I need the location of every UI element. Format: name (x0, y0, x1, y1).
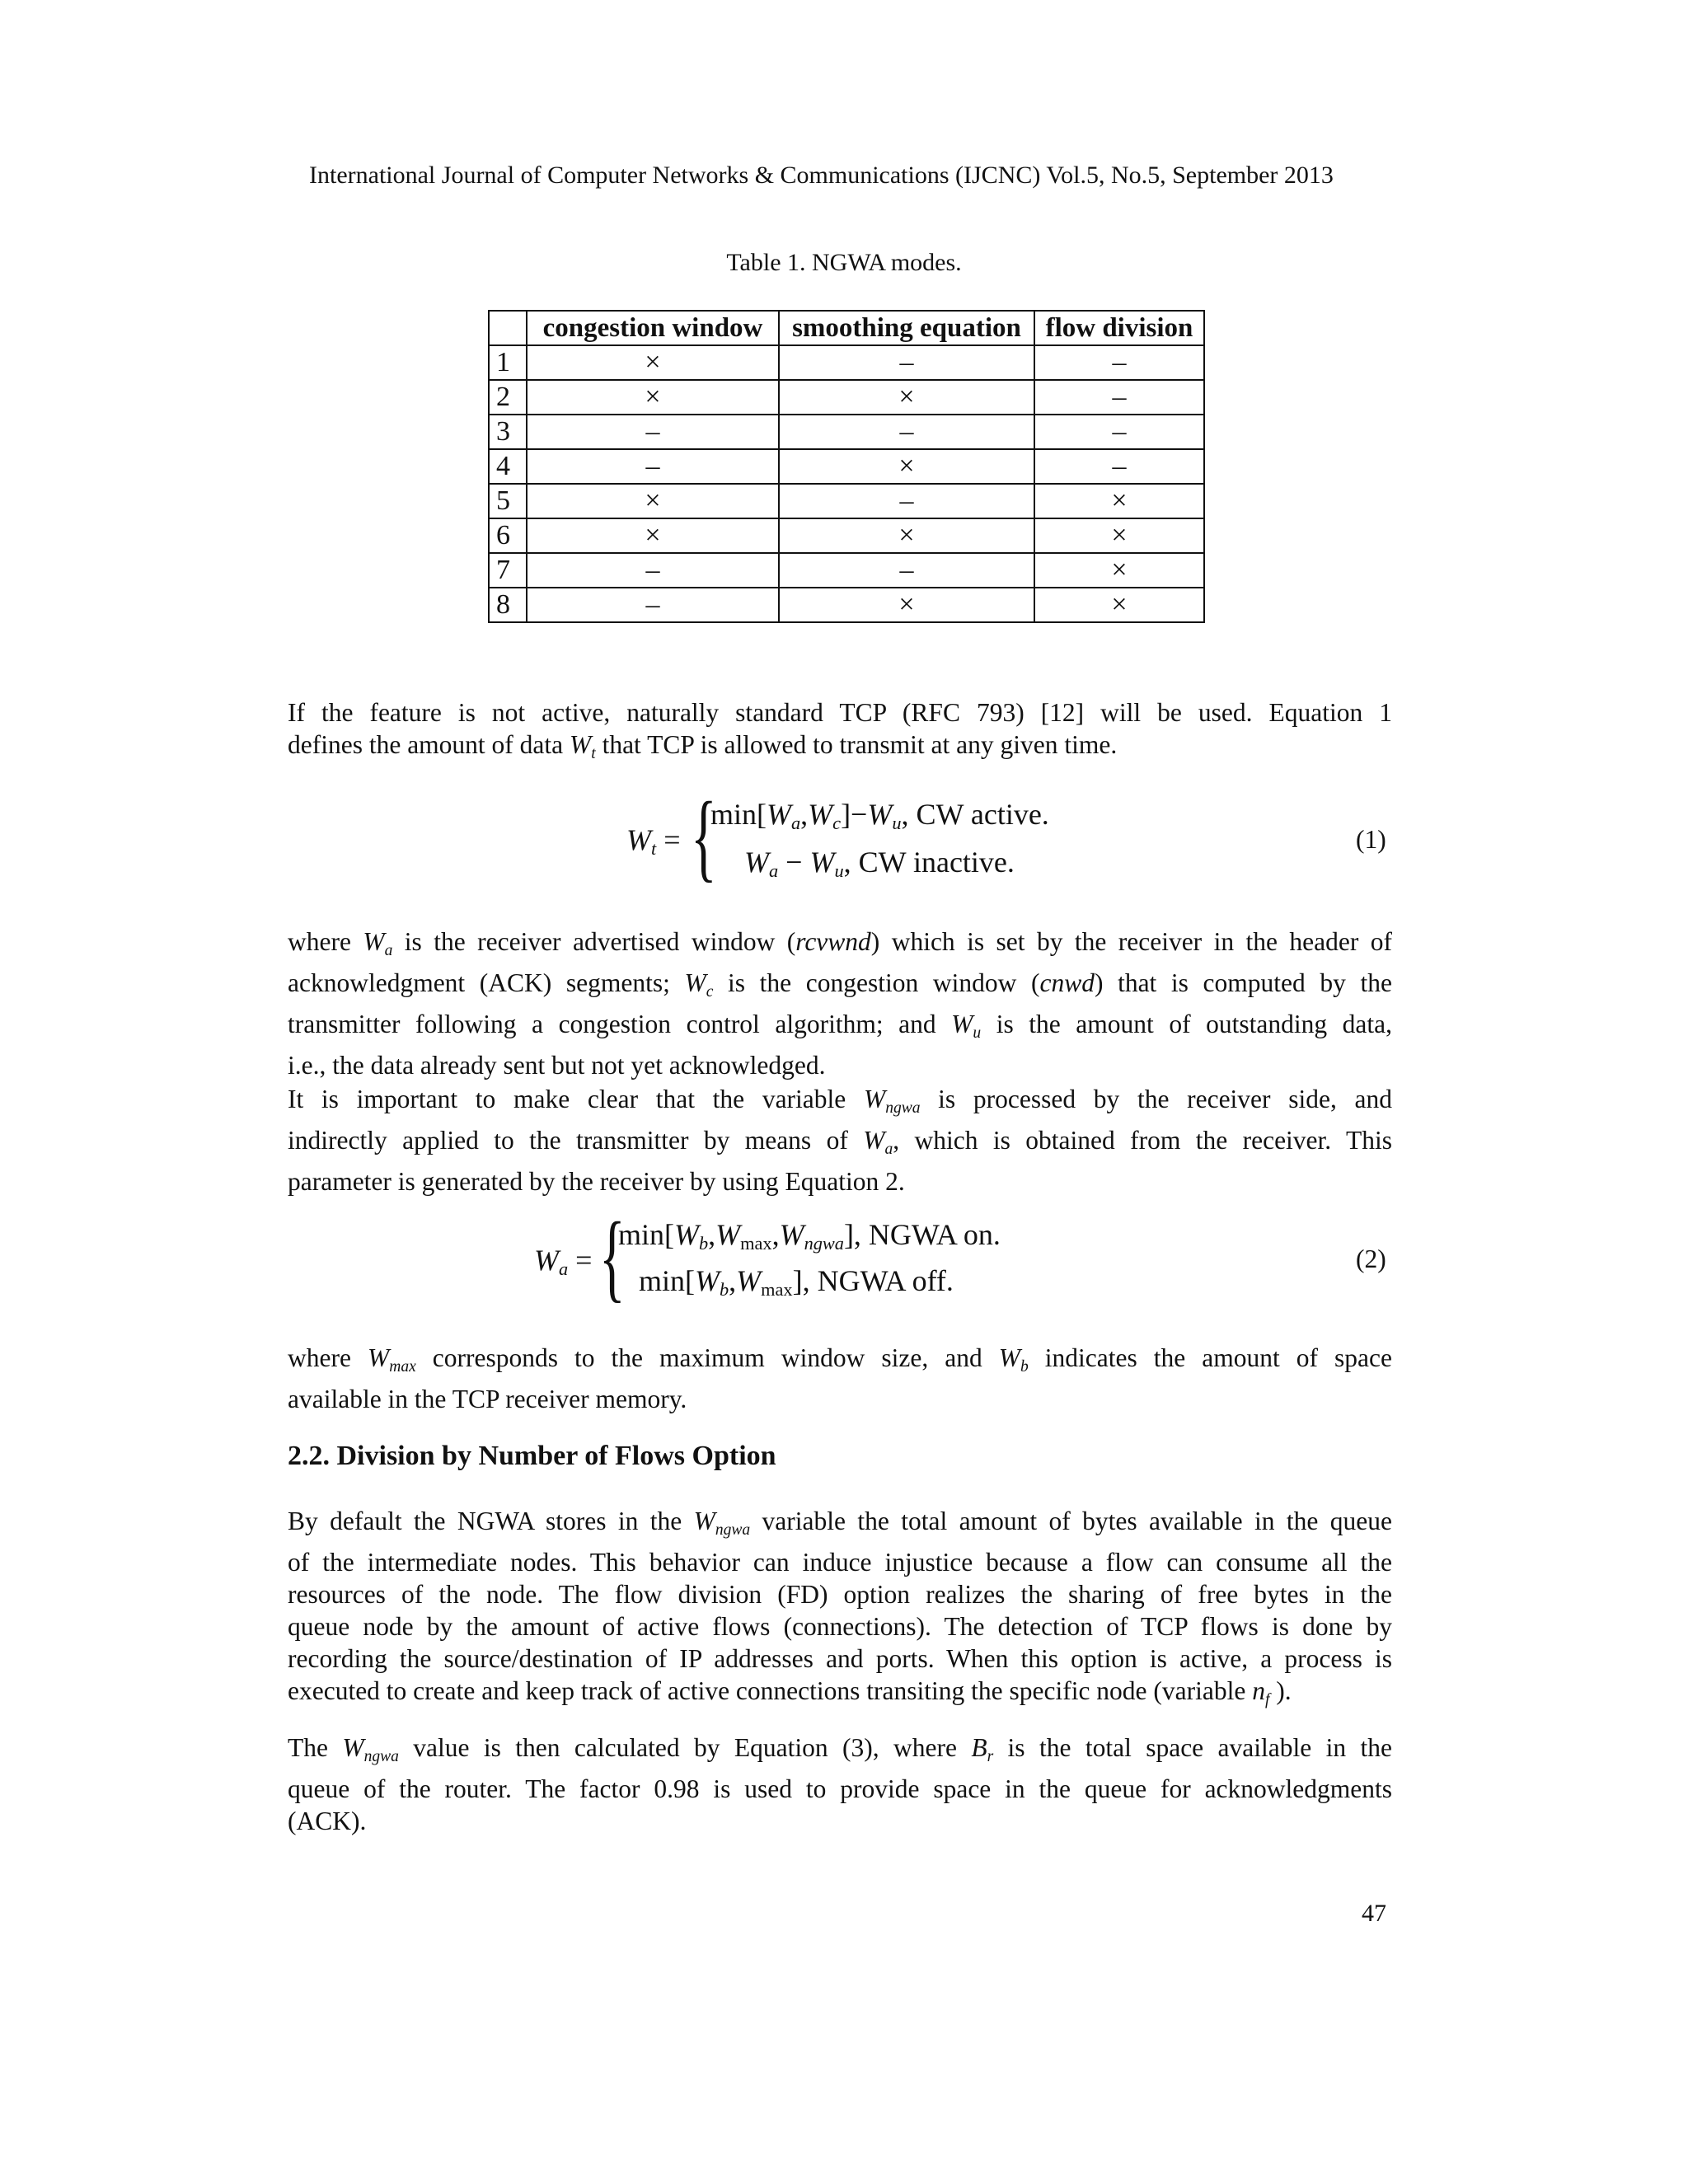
paragraph-6 (288, 1732, 1392, 1837)
var-w: W (695, 1264, 720, 1297)
var-w: W (684, 968, 706, 997)
text-fragment: is the amount of outstanding data, (981, 1010, 1392, 1038)
text-fragment: The (288, 1733, 343, 1762)
var-w: W (863, 1085, 886, 1113)
var-w: W (367, 1343, 390, 1372)
sub-r: r (987, 1748, 994, 1765)
text-fragment: , which is obtained from the receiver. This (893, 1126, 1392, 1155)
table-row (489, 484, 1204, 518)
min-operator: min[ (710, 798, 767, 831)
comma: , (800, 798, 809, 831)
term-cnwd: cnwd (1039, 968, 1095, 997)
column-header-smoothing-equation: smoothing equation (779, 311, 1034, 345)
var-w: W (867, 798, 893, 831)
cell-flow-division: × (1034, 484, 1204, 518)
table-row (489, 553, 1204, 588)
column-header-congestion-window: congestion window (527, 311, 779, 345)
var-w: W (998, 1343, 1020, 1372)
cell-smoothing-equation: × (779, 588, 1034, 622)
text-fragment: ) that is computed by the (1094, 968, 1392, 997)
text-fragment: that TCP is allowed to transmit at any given time. (595, 730, 1118, 759)
sub-f: f (1264, 1691, 1270, 1708)
comma: , (708, 1218, 716, 1251)
cell-congestion-window: – (527, 415, 779, 449)
equation-1-lhs (626, 823, 681, 860)
text-fragment: acknowledgment (ACK) segments; (288, 968, 685, 997)
condition-text: , CW inactive. (843, 846, 1015, 879)
row-id: 6 (489, 518, 527, 553)
text-line: recording the source/destination of IP addresses and ports. When this option is active, a process is (288, 1644, 1392, 1673)
row-id: 4 (489, 449, 527, 484)
running-header: International Journal of Computer Networks & Communications (IJCNC) Vol.5, No.5, September 2013 (309, 162, 1334, 189)
var-w: W (534, 1244, 559, 1277)
var-w: W (693, 1507, 715, 1535)
text-line (288, 1083, 1392, 1124)
cell-smoothing-equation: × (779, 380, 1034, 415)
sub-max: max (740, 1233, 772, 1254)
table-corner-cell (489, 311, 527, 345)
cell-congestion-window: – (527, 449, 779, 484)
sub-t: t (591, 745, 596, 762)
text-fragment: ) which is set by the receiver in the header of (870, 927, 1392, 956)
term-rcvwnd: rcvwnd (795, 927, 871, 956)
cell-flow-division: – (1034, 345, 1204, 380)
sub-ngwa: ngwa (885, 1099, 921, 1117)
table-header-row (489, 311, 1204, 345)
sub-b: b (699, 1233, 709, 1254)
text-fragment: where (288, 1343, 368, 1372)
ngwa-modes-table (488, 310, 1205, 623)
bracket-minus: ]− (841, 798, 868, 831)
cell-smoothing-equation: × (779, 449, 1034, 484)
cell-flow-division: × (1034, 588, 1204, 622)
cell-congestion-window: × (527, 345, 779, 380)
text-fragment: indicates the amount of space (1028, 1343, 1393, 1372)
paragraph-1 (288, 696, 1392, 770)
condition-text: ], NGWA on. (843, 1218, 1001, 1251)
table-row (489, 518, 1204, 553)
paragraph-4 (288, 1342, 1392, 1415)
sub-max: max (389, 1358, 416, 1376)
text-line: If the feature is not active, naturally standard TCP (RFC 793) [12] will be used. Equation 1 (288, 698, 1392, 727)
equals-sign: = (575, 1244, 593, 1277)
table-row (489, 449, 1204, 484)
cell-flow-division: – (1034, 380, 1204, 415)
cell-flow-division: – (1034, 415, 1204, 449)
sub-u: u (834, 860, 844, 881)
var-w: W (808, 798, 833, 831)
table-caption: Table 1. NGWA modes. (726, 249, 962, 276)
var-w: W (363, 927, 385, 956)
condition-text: , CW active. (901, 798, 1049, 831)
text-fragment: transmitter following a congestion control algorithm; and (288, 1010, 952, 1038)
var-b: B (971, 1733, 987, 1762)
equation-2-lhs (534, 1243, 592, 1280)
equation-1-number: (1) (1356, 825, 1386, 854)
table-row (489, 588, 1204, 622)
text-line: of the intermediate nodes. This behavior can induce injustice because a flow can consume all the (288, 1548, 1392, 1577)
equation-1-case-2 (744, 845, 1015, 882)
text-line: queue node by the amount of active flows (connections). The detection of TCP flows is done by (288, 1612, 1392, 1641)
text-line: parameter is generated by the receiver by using Equation 2. (288, 1167, 905, 1196)
text-line: i.e., the data already sent but not yet acknowledged. (288, 1051, 826, 1080)
text-fragment: is the congestion window ( (713, 968, 1040, 997)
min-operator: min[ (618, 1218, 674, 1251)
var-w: W (570, 730, 592, 759)
equation-2-number: (2) (1356, 1244, 1386, 1273)
text-line (288, 729, 1392, 770)
var-w: W (342, 1733, 364, 1762)
sub-b: b (720, 1279, 729, 1300)
var-w: W (736, 1264, 762, 1297)
text-fragment: variable the total amount of bytes available in the queue (750, 1507, 1392, 1535)
condition-text: ], NGWA off. (792, 1264, 954, 1297)
equals-sign: = (663, 823, 681, 856)
var-w: W (863, 1126, 885, 1155)
var-w: W (674, 1218, 699, 1251)
row-id: 2 (489, 380, 527, 415)
comma: , (729, 1264, 737, 1297)
cell-smoothing-equation: × (779, 518, 1034, 553)
var-w: W (779, 1218, 804, 1251)
cell-smoothing-equation: – (779, 415, 1034, 449)
text-fragment: defines the amount of data (288, 730, 570, 759)
text-fragment: indirectly applied to the transmitter by means of (288, 1126, 864, 1155)
min-operator: min[ (639, 1264, 695, 1297)
text-line (288, 926, 1392, 967)
section-heading: 2.2. Division by Number of Flows Option (288, 1441, 776, 1471)
cell-flow-division: × (1034, 553, 1204, 588)
text-line (288, 967, 1392, 1008)
cell-congestion-window: × (527, 518, 779, 553)
row-id: 8 (489, 588, 527, 622)
cell-congestion-window: – (527, 588, 779, 622)
var-n: n (1252, 1676, 1265, 1705)
text-fragment: is the receiver advertised window ( (392, 927, 796, 956)
cell-congestion-window: × (527, 484, 779, 518)
var-w: W (626, 823, 651, 856)
text-line: (ACK). (288, 1807, 367, 1835)
equation-2-brace: { (599, 1202, 626, 1311)
text-fragment: executed to create and keep track of active connections transiting the specific node (variable (288, 1676, 1253, 1705)
text-line (288, 1342, 1392, 1383)
equation-1-case-1 (710, 797, 1049, 834)
text-line (288, 1675, 1392, 1716)
text-fragment: is the total space available in the (993, 1733, 1392, 1762)
text-line (288, 1008, 1392, 1049)
cell-flow-division: – (1034, 449, 1204, 484)
text-fragment: By default the NGWA stores in the (288, 1507, 694, 1535)
sub-u: u (892, 813, 902, 833)
sub-ngwa: ngwa (363, 1748, 399, 1765)
cell-smoothing-equation: – (779, 345, 1034, 380)
equation-1-brace: { (691, 781, 717, 891)
text-fragment: corresponds to the maximum window size, and (415, 1343, 999, 1372)
text-line (288, 1505, 1392, 1546)
text-line: resources of the node. The flow division (FD) option realizes the sharing of free bytes in the (288, 1580, 1392, 1609)
sub-ngwa: ngwa (715, 1521, 751, 1539)
table-row (489, 380, 1204, 415)
sub-max: max (761, 1279, 793, 1300)
text-line (288, 1124, 1392, 1165)
sub-a: a (559, 1258, 569, 1279)
var-w: W (715, 1218, 741, 1251)
text-line: queue of the router. The factor 0.98 is used to provide space in the queue for acknowledgments (288, 1774, 1392, 1803)
sub-ngwa: ngwa (804, 1233, 844, 1254)
sub-c: c (832, 813, 842, 833)
text-fragment: where (288, 927, 363, 956)
row-id: 5 (489, 484, 527, 518)
var-w: W (809, 846, 835, 879)
sub-a: a (884, 1141, 893, 1158)
sub-b: b (1020, 1358, 1029, 1376)
row-id: 7 (489, 553, 527, 588)
row-id: 1 (489, 345, 527, 380)
minus-sign: − (778, 846, 810, 879)
sub-t: t (651, 838, 657, 859)
sub-c: c (706, 983, 714, 1001)
text-fragment: ). (1269, 1676, 1292, 1705)
page-number: 47 (1362, 1900, 1386, 1927)
paragraph-2 (288, 926, 1392, 1081)
equation-2-case-1 (618, 1217, 1001, 1254)
cell-flow-division: × (1034, 518, 1204, 553)
table-row (489, 415, 1204, 449)
var-w: W (951, 1010, 973, 1038)
equation-2-case-2 (639, 1263, 954, 1301)
paragraph-5 (288, 1505, 1392, 1716)
cell-smoothing-equation: – (779, 484, 1034, 518)
sub-a: a (384, 942, 393, 959)
sub-a: a (769, 860, 779, 881)
var-w: W (744, 846, 769, 879)
text-fragment: value is then calculated by Equation (3), where (398, 1733, 972, 1762)
sub-u: u (973, 1024, 982, 1042)
cell-congestion-window: – (527, 553, 779, 588)
text-fragment: is processed by the receiver side, and (920, 1085, 1392, 1113)
paragraph-3 (288, 1083, 1392, 1197)
text-fragment: It is important to make clear that the variable (288, 1085, 864, 1113)
var-w: W (767, 798, 791, 831)
cell-congestion-window: × (527, 380, 779, 415)
column-header-flow-division: flow division (1034, 311, 1204, 345)
table-row (489, 345, 1204, 380)
text-line: available in the TCP receiver memory. (288, 1385, 687, 1413)
text-line (288, 1732, 1392, 1773)
cell-smoothing-equation: – (779, 553, 1034, 588)
row-id: 3 (489, 415, 527, 449)
sub-a: a (791, 813, 801, 833)
comma: , (771, 1218, 780, 1251)
